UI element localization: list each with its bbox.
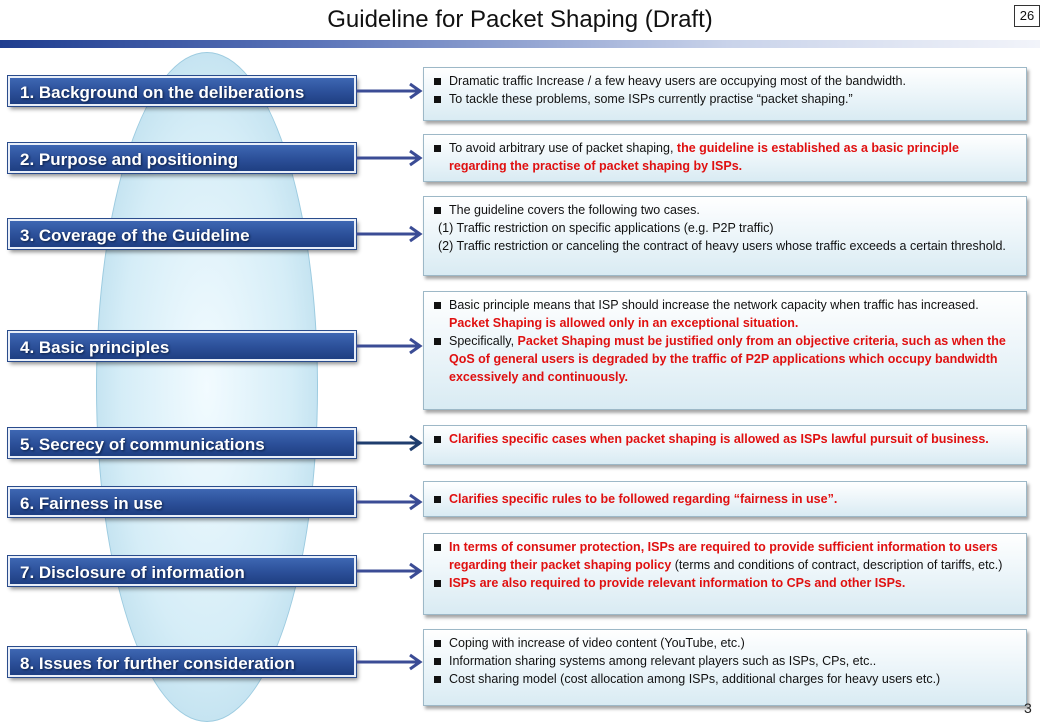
bullet-icon bbox=[434, 580, 441, 587]
title-underline-bar bbox=[0, 40, 1040, 48]
bullet-icon bbox=[434, 544, 441, 551]
page-number-badge: 26 bbox=[1014, 5, 1040, 27]
arrow-icon bbox=[356, 561, 426, 581]
bullet-icon bbox=[434, 338, 441, 345]
bullet-text: To avoid arbitrary use of packet shaping, bbox=[449, 141, 677, 155]
section-box-secrecy bbox=[423, 425, 1027, 465]
arrow-icon bbox=[356, 81, 426, 101]
arrow-icon bbox=[356, 433, 426, 453]
section-label-secrecy: 5. Secrecy of communications bbox=[8, 428, 356, 458]
arrow-icon bbox=[356, 148, 426, 168]
bullet-text: Basic principle means that ISP should increase the network capacity when traffic has increased. bbox=[449, 298, 979, 312]
section-box-purpose bbox=[423, 134, 1027, 182]
bullet-icon bbox=[434, 96, 441, 103]
bullet-icon bbox=[434, 496, 441, 503]
bullet-text-highlight: Clarifies specific cases when packet shaping is allowed as ISPs lawful pursuit of business. bbox=[449, 432, 989, 446]
arrow-icon bbox=[356, 336, 426, 356]
section-box-further-issues bbox=[423, 629, 1027, 706]
bullet-icon bbox=[434, 640, 441, 647]
bullet-icon bbox=[434, 145, 441, 152]
section-box-fairness bbox=[423, 481, 1027, 517]
bullet-text: (terms and conditions of contract, description of tariffs, etc.) bbox=[671, 558, 1003, 572]
bullet-icon bbox=[434, 676, 441, 683]
bullet-text-highlight: In terms of consumer protection, ISPs are required to provide sufficient information to users regarding their packet shaping policy bbox=[449, 540, 998, 572]
section-box-basic-principles bbox=[423, 291, 1027, 410]
bullet-text: The guideline covers the following two cases. bbox=[449, 203, 700, 217]
arrow-icon bbox=[356, 652, 426, 672]
section-label-background: 1. Background on the deliberations bbox=[8, 76, 356, 106]
section-box-background bbox=[423, 67, 1027, 121]
section-box-coverage bbox=[423, 196, 1027, 276]
section-label-disclosure: 7. Disclosure of information bbox=[8, 556, 356, 586]
bullet-text-highlight: Packet Shaping is allowed only in an exceptional situation. bbox=[449, 316, 799, 330]
bullet-text: Dramatic traffic Increase / a few heavy users are occupying most of the bandwidth. bbox=[449, 74, 906, 88]
case-item: (1) Traffic restriction on specific applications (e.g. P2P traffic) bbox=[438, 221, 774, 235]
section-box-disclosure bbox=[423, 533, 1027, 615]
bullet-text-highlight: Packet Shaping must be justified only from an objective criteria, such as when the QoS of general users is degraded by the traffic of P2P applications which occupy bandwidth excessively and continuously. bbox=[449, 334, 1006, 384]
bullet-icon bbox=[434, 302, 441, 309]
section-label-basic-principles: 4. Basic principles bbox=[8, 331, 356, 361]
bullet-text-highlight: Clarifies specific rules to be followed regarding “fairness in use”. bbox=[449, 492, 838, 506]
bullet-text: Information sharing systems among relevant players such as ISPs, CPs, etc.. bbox=[449, 654, 877, 668]
bullet-text: Cost sharing model (cost allocation among ISPs, additional charges for heavy users etc.) bbox=[449, 672, 941, 686]
bullet-icon bbox=[434, 78, 441, 85]
section-label-further-issues: 8. Issues for further consideration bbox=[8, 647, 356, 677]
section-label-coverage: 3. Coverage of the Guideline bbox=[8, 219, 356, 249]
bullet-text-highlight: ISPs are also required to provide relevant information to CPs and other ISPs. bbox=[449, 576, 906, 590]
bullet-icon bbox=[434, 658, 441, 665]
page-title: Guideline for Packet Shaping (Draft) bbox=[327, 6, 713, 33]
bullet-icon bbox=[434, 207, 441, 214]
bullet-text: To tackle these problems, some ISPs currently practise “packet shaping.” bbox=[449, 92, 853, 106]
bullet-text: Coping with increase of video content (YouTube, etc.) bbox=[449, 636, 745, 650]
bullet-text-highlight: the guideline is established as a basic principle regarding the practise of packet shaping by ISPs. bbox=[449, 141, 959, 173]
section-label-purpose: 2. Purpose and positioning bbox=[8, 143, 356, 173]
case-item: (2) Traffic restriction or canceling the contract of heavy users whose traffic exceeds a certain threshold. bbox=[438, 239, 1006, 253]
arrow-icon bbox=[356, 492, 426, 512]
bullet-icon bbox=[434, 436, 441, 443]
arrow-icon bbox=[356, 224, 426, 244]
section-label-fairness: 6. Fairness in use bbox=[8, 487, 356, 517]
bullet-text: Specifically, bbox=[449, 334, 518, 348]
slide-number: 3 bbox=[1024, 700, 1032, 716]
